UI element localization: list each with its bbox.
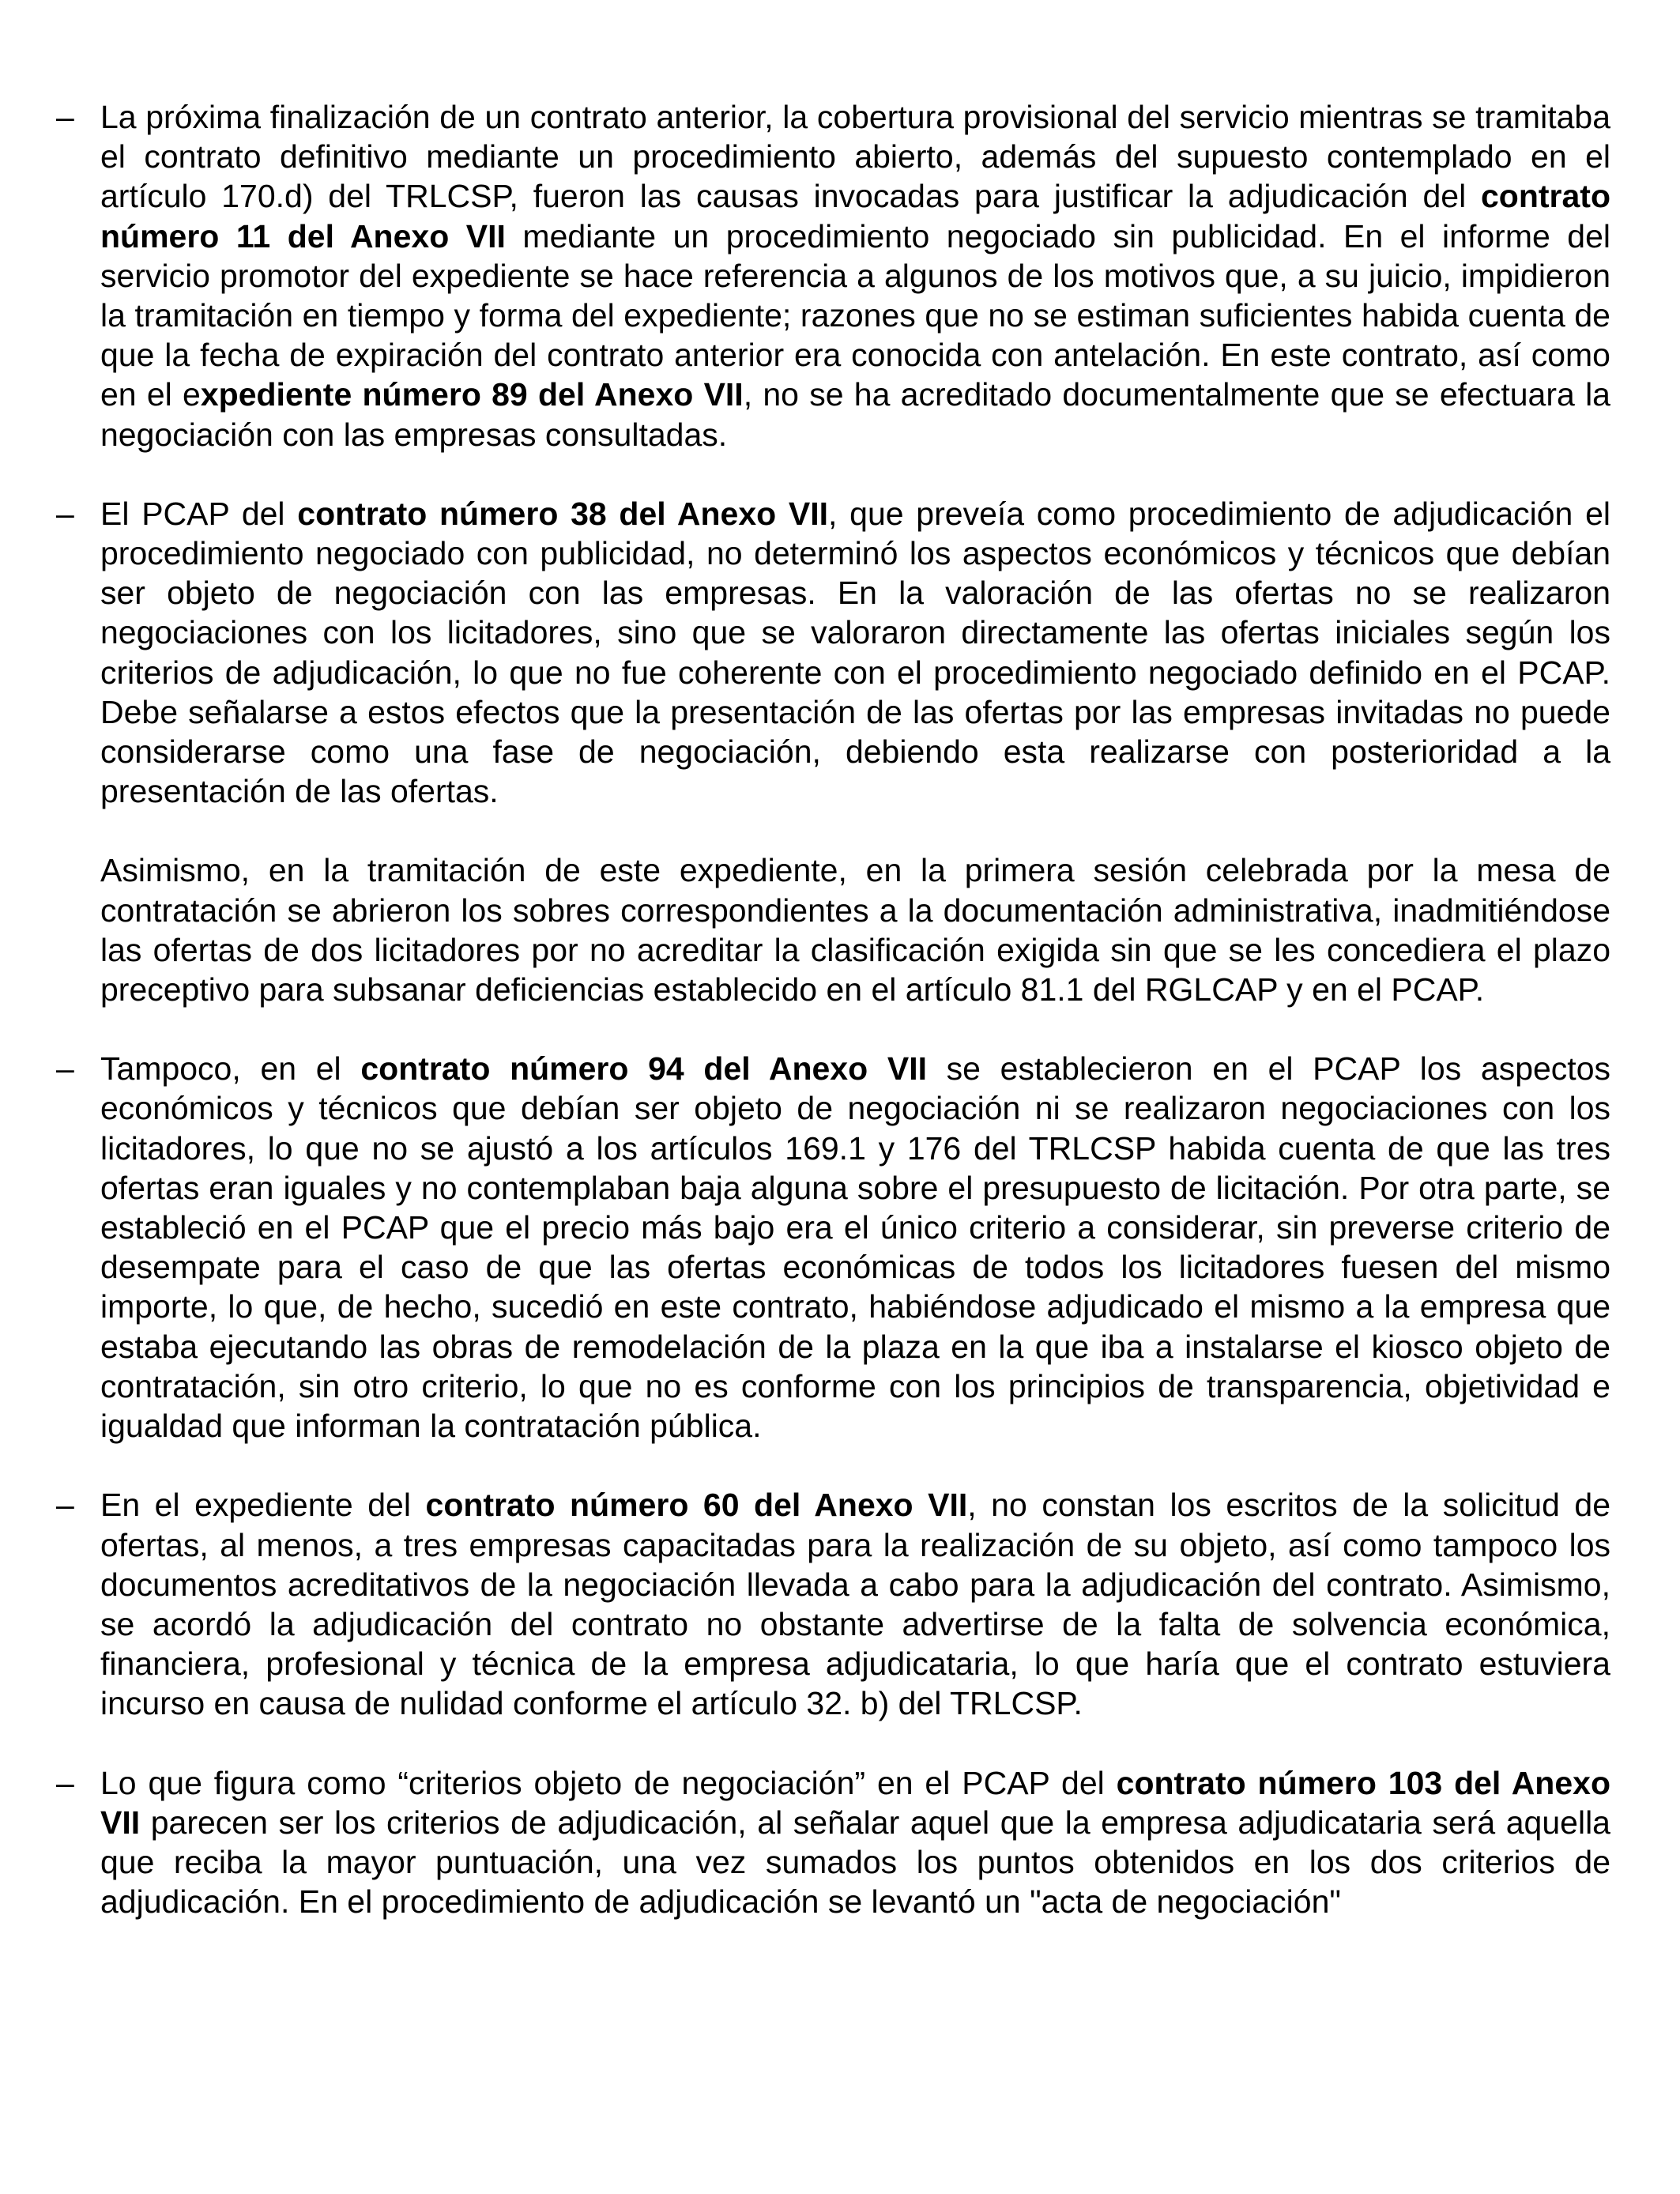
bold-contract-reference: contrato número 103 del Anexo VII — [100, 1764, 1610, 1841]
bullet-item-3 — [56, 1049, 1610, 1446]
text-segment: , que preveía como procedimiento de adjudicación el procedimiento negociado con publicidad, no determinó los aspectos económicos y técnicos que debían ser objeto de negociación con las empresas. En la valoración de las ofertas no se realizaron negociaciones con los licitadores, sino que se valoraron directamente las ofertas iniciales según los criterios de adjudicación, lo que no fue coherente con el procedimiento negociado definido en el PCAP. Debe señalarse a estos efectos que la presentación de las ofertas por las empresas invitadas no puede considerarse como una fase de negociación, debiendo esta realizarse con posterioridad a la presentación de las ofertas. — [100, 495, 1610, 810]
dash-bullet-icon: – — [56, 1487, 74, 1524]
bold-contract-reference: contrato número 94 del Anexo VII — [360, 1050, 927, 1088]
bullet-item-2 — [56, 494, 1610, 1009]
document-body — [56, 97, 1610, 1961]
text-segment: Lo que figura como “criterios objeto de negociación” en el PCAP del — [100, 1764, 1117, 1801]
dash-bullet-icon: – — [56, 495, 74, 532]
bullet-item-5 — [56, 1763, 1610, 1922]
text-segment: , no constan los escritos de la solicitud de ofertas, al menos, a tres empresas capacitadas para la realización de su objeto, así como tampoco los documentos acreditativos de la negociación llevada a cabo para la adjudicación del contrato. Asimismo, se acordó la adjudicación del contrato no obstante advertirse de la falta de solvencia económica, financiera, profesional y técnica de la empresa adjudicataria, lo que haría que el contrato estuviera incurso en causa de nulidad conforme el artículo 32. b) del TRLCSP. — [100, 1487, 1610, 1722]
dash-bullet-icon: – — [56, 1764, 74, 1801]
bullet-item-1 — [56, 97, 1610, 454]
text-segment: parecen ser los criterios de adjudicación, al señalar aquel que la empresa adjudicataria será aquella que reciba la mayor puntuación, una vez sumados los puntos obtenidos en los dos criterios de adjudicación. En el procedimiento de adjudicación se levantó un "acta de negociación" — [100, 1804, 1610, 1921]
paragraph-1 — [100, 97, 1610, 454]
paragraph-5 — [100, 1763, 1610, 1922]
text-segment: En el expediente del — [100, 1487, 426, 1524]
bold-contract-reference: contrato número 11 del Anexo VII — [100, 178, 1610, 254]
bold-contract-reference: contrato número 38 del Anexo VII — [297, 495, 829, 532]
text-segment: Tampoco, en el — [100, 1050, 361, 1088]
paragraph-4 — [100, 1485, 1610, 1723]
text-segment: mediante un procedimiento negociado sin publicidad. En el informe del servicio promotor del expediente se hace referencia a algunos de los motivos que, a su juicio, impidieron la tramitación en tiempo y forma del expediente; razones que no se estiman suficientes habida cuenta de que la fecha de expiración del contrato anterior era conocida con antelación. En este contrato, así como en el e — [100, 217, 1610, 413]
paragraph-2 — [100, 494, 1610, 812]
bullet-item-4 — [56, 1485, 1610, 1723]
dash-bullet-icon: – — [56, 1050, 74, 1088]
text-segment: El PCAP del — [100, 495, 298, 532]
text-segment: , no se ha acreditado documentalmente que se efectuara la negociación con las empresas consultadas. — [100, 376, 1610, 453]
text-segment: La próxima finalización de un contrato anterior, la cobertura provisional del servicio mientras se tramitaba el contrato definitivo mediante un procedimiento abierto, además del supuesto contemplado en el artículo 170.d) del TRLCSP, fueron las causas invocadas para justificar la adjudicación del — [100, 99, 1610, 215]
paragraph-2-continuation: Asimismo, en la tramitación de este expediente, en la primera sesión celebrada por la mesa de contratación se abrieron los sobres correspondientes a la documentación administrativa, inadmitiéndose las ofertas de dos licitadores por no acreditar la clasificación exigida sin que se les concediera el plazo preceptivo para subsanar deficiencias establecido en el artículo 81.1 del RGLCAP y en el PCAP. — [100, 852, 1610, 1008]
bold-contract-reference: xpediente número 89 del Anexo VII — [200, 376, 744, 413]
dash-bullet-icon: – — [56, 99, 74, 135]
paragraph-3 — [100, 1049, 1610, 1446]
bold-contract-reference: contrato número 60 del Anexo VII — [425, 1487, 968, 1524]
text-segment: se establecieron en el PCAP los aspectos económicos y técnicos que debían ser objeto de negociación ni se realizaron negociaciones con los licitadores, lo que no se ajustó a los artículos 169.1 y 176 del TRLCSP habida cuenta de que las tres ofertas eran iguales y no contemplaban baja alguna sobre el presupuesto de licitación. Por otra parte, se estableció en el PCAP que el precio más bajo era el único criterio a considerar, sin preverse criterio de desempate para el caso de que las ofertas económicas de todos los licitadores fuesen del mismo importe, lo que, de hecho, sucedió en este contrato, habiéndose adjudicado el mismo a la empresa que estaba ejecutando las obras de remodelación de la plaza en la que iba a instalarse el kiosco objeto de contratación, sin otro criterio, lo que no es conforme con los principios de transparencia, objetividad e igualdad que informan la contratación pública. — [100, 1050, 1610, 1445]
